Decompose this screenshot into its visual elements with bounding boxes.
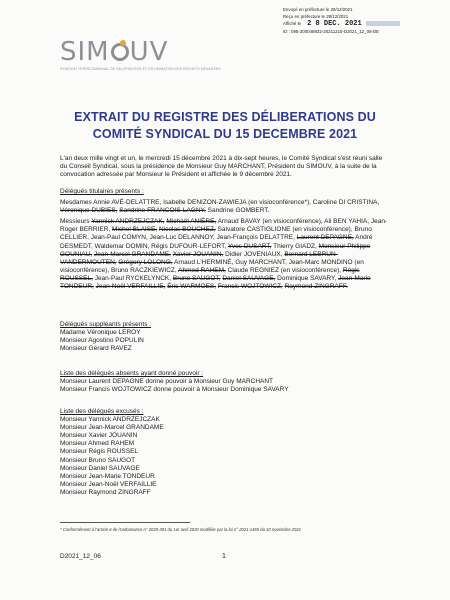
excused-item: Monsieur Régis ROUSSEL <box>60 448 139 456</box>
messieurs-struck-name: Bernard LEBRUN-VANDERMOUTEN, <box>60 250 338 266</box>
logo-o-ring-icon <box>111 43 129 61</box>
messieurs-struck-name: Nicolas BOUCHEZ, <box>159 226 216 234</box>
excuses-section <box>60 408 390 497</box>
absent-proxy-item: Monsieur Laurent DEPAGNE donne pouvoir à Monsieur Guy MARCHANT <box>60 378 274 386</box>
suppleants-heading: Délégués suppléants présents : <box>60 321 152 328</box>
messieurs-struck-name: Éric WARMOES, <box>167 283 217 291</box>
messieurs-struck-name: Yves DUSART, <box>227 242 272 250</box>
suppleant-item: Monsieur Agostino POPULIN <box>60 337 144 345</box>
messieurs-names: André DESMEDT, Waldemar DOMIN, Régis DUFOUR-LEFORT, <box>60 234 373 250</box>
stamp-id-line: ID : 095-200048932-20211215-D2021_12_06-DE <box>283 29 380 34</box>
stamp-sent-line: Envoyé en préfecture le 28/12/2021 <box>283 7 353 12</box>
excused-item: Monsieur Bruno SAUGOT <box>60 456 136 464</box>
messieurs-struck-name: Bruno SAUGOT, <box>172 274 221 282</box>
simouv-logo <box>60 38 221 71</box>
suppleants-section <box>60 321 390 353</box>
intro-paragraph <box>60 155 390 179</box>
messieurs-struck-name: Laurent DEPAGNE, <box>296 234 354 242</box>
excused-item: Monsieur Daniel SAUVAGE <box>60 464 140 472</box>
footnote-divider <box>60 522 190 523</box>
excused-item: Monsieur Jean-Noël VERFAILLIE <box>60 480 157 488</box>
document-title-line2: COMITÉ SYNDICAL DU 15 DECEMBRE 2021 <box>92 127 358 141</box>
messieurs-struck-name: Monsieur Philippe GOUNIAU, <box>60 242 371 258</box>
prefecture-stamp <box>283 6 443 35</box>
messieurs-names: Claude REGNIEZ (en visioconférence), <box>227 266 342 274</box>
footnote: * Conformément à l'article 6 de l'ordonnance n° 2020-391 du 1er avril 2020 modifiée par la loi n° 2021-1465 du 10 novembre 2021 <box>60 527 301 532</box>
messieurs-struck-name: Michaël ANIÈRE, <box>166 218 217 226</box>
suppleant-item: Madame Véronique LEROY <box>60 329 141 337</box>
messieurs-names: Didier JOVENIAUX, <box>225 250 283 258</box>
excused-item: Monsieur Jean-Marie TONDEUR <box>60 472 155 480</box>
excuses-heading: Liste des délégués excusés : <box>60 408 144 415</box>
messieurs-label: Messieurs <box>60 218 90 226</box>
messieurs-struck-name: Jean-Marie TONDEUR, <box>60 274 371 291</box>
messieurs-names: Dominique SAVARY, <box>277 274 337 282</box>
page-number: 1 <box>222 553 226 560</box>
messieurs-struck-name: Daniel SAUVAGE, <box>222 274 276 282</box>
messieurs-names: Thierry GIADZ, <box>273 242 317 250</box>
mesdames-paragraph <box>60 199 390 215</box>
stamp-received-line: Reçu en préfecture le 28/12/2021 <box>283 14 349 19</box>
messieurs-struck-name: Raymond ZINGRAFF. <box>284 283 348 291</box>
excused-item: Monsieur Raymond ZINGRAFF <box>60 488 151 496</box>
logo-wordmark <box>60 38 221 66</box>
titulaires-section <box>60 188 390 291</box>
messieurs-struck-name: Yannick ANDRZEJCZAK, <box>91 218 165 226</box>
stamp-posted-label: Affiché le <box>283 21 301 26</box>
logo-text-end: UV <box>129 37 169 67</box>
excused-item: Monsieur Jean-Marcel GRANDAME <box>60 424 164 432</box>
messieurs-names: Jean-Paul RYCKELYNCK, <box>94 274 172 282</box>
excused-item: Monsieur Ahmed RAHEM <box>60 440 135 448</box>
messieurs-names: Arnaud L'HERMINÉ, Guy MARCHANT, Jean-Marc MONDINO (en visioconférence), Bruno RACZKIEWICZ, <box>60 258 364 274</box>
intro-text: L'an deux mille vingt et un, le mercredi 15 décembre 2021 à dix-sept heures, le Comité Syndical s'est réuni salle du Conseil Syndical, sous la présidence de Monsieur Guy MARCHANT, Président du SIMOUV, à la suite de la convocation adressée par Monsieur le Président et affichée le 9 décembre 2021. <box>60 155 383 179</box>
messieurs-struck-name: Régis ROUSSEL, <box>60 266 360 282</box>
absents-section <box>60 370 390 394</box>
messieurs-names: Arnaud BAVAY (en visioconférence), Ali BEN YAHIA, Jean-Roger BERRIER, <box>60 218 388 234</box>
excused-item: Monsieur Yannick ANDRZEJCZAK <box>60 416 160 424</box>
stamp-posted-date: 2 8 DEC. 2021 <box>307 20 362 28</box>
mesdames-names: Annie AVÉ-DELATTRE, Isabelle DENIZON-ZAWIEJA (en visioconférence*), Caroline DI CRISTINA, <box>93 199 380 207</box>
titulaires-heading: Délégués titulaires présents : <box>60 188 144 195</box>
absents-heading: Liste des délégués absents ayant donné pouvoir : <box>60 370 204 377</box>
messieurs-struck-name: Francis WOJTOWICZ, <box>217 283 283 291</box>
logo-text-start: SIM <box>60 37 110 67</box>
suppleant-item: Monsieur Gérard RAVEZ <box>60 345 132 353</box>
mesdames-names: Sandrine GOMBERT. <box>207 207 270 215</box>
messieurs-struck-name: Jean-Noël VERFAILLIE, <box>95 283 166 291</box>
messieurs-paragraph <box>60 218 390 291</box>
messieurs-struck-name: Xavier JOUANIN, <box>172 250 224 258</box>
stamp-posted-line <box>283 20 443 28</box>
logo-subtitle: SYNDICAT INTERCOMMUNAL DE VALORISATION ET D'ELIMINATION DES DECHETS MENAGERS <box>60 67 221 71</box>
excused-item: Monsieur Xavier JOUANIN <box>60 432 138 440</box>
document-title-line1: EXTRAIT DU REGISTRE DES DÉLIBERATIONS DU <box>74 110 376 124</box>
messieurs-names: Salvatore CASTIGLIONE (en visioconférence), Bruno CELLIER, Jean-Paul COMYN, Jean-Luc DELANNOY, Jean-François DELATTRE, <box>60 226 372 242</box>
mesdames-struck-name: Sandrine FRANCOIS-LAGNY, <box>119 207 206 215</box>
messieurs-struck-name: Jean-Marcel GRANDAME, <box>93 250 171 258</box>
mesdames-struck-name: Véronique DUBIES, <box>60 207 118 215</box>
absent-proxy-item: Monsieur Francis WOJTOWICZ donne pouvoir à Monsieur Dominique SAVARY <box>60 386 289 394</box>
messieurs-struck-name: Michel BLAISE, <box>112 226 158 234</box>
mesdames-label: Mesdames <box>60 199 92 207</box>
messieurs-struck-name: Ahmed RAHEM, <box>178 266 226 274</box>
document-reference: D2021_12_06 <box>60 553 101 560</box>
messieurs-struck-name: Grégory LOLONG, <box>118 258 173 266</box>
stamp-smudge <box>366 21 400 26</box>
